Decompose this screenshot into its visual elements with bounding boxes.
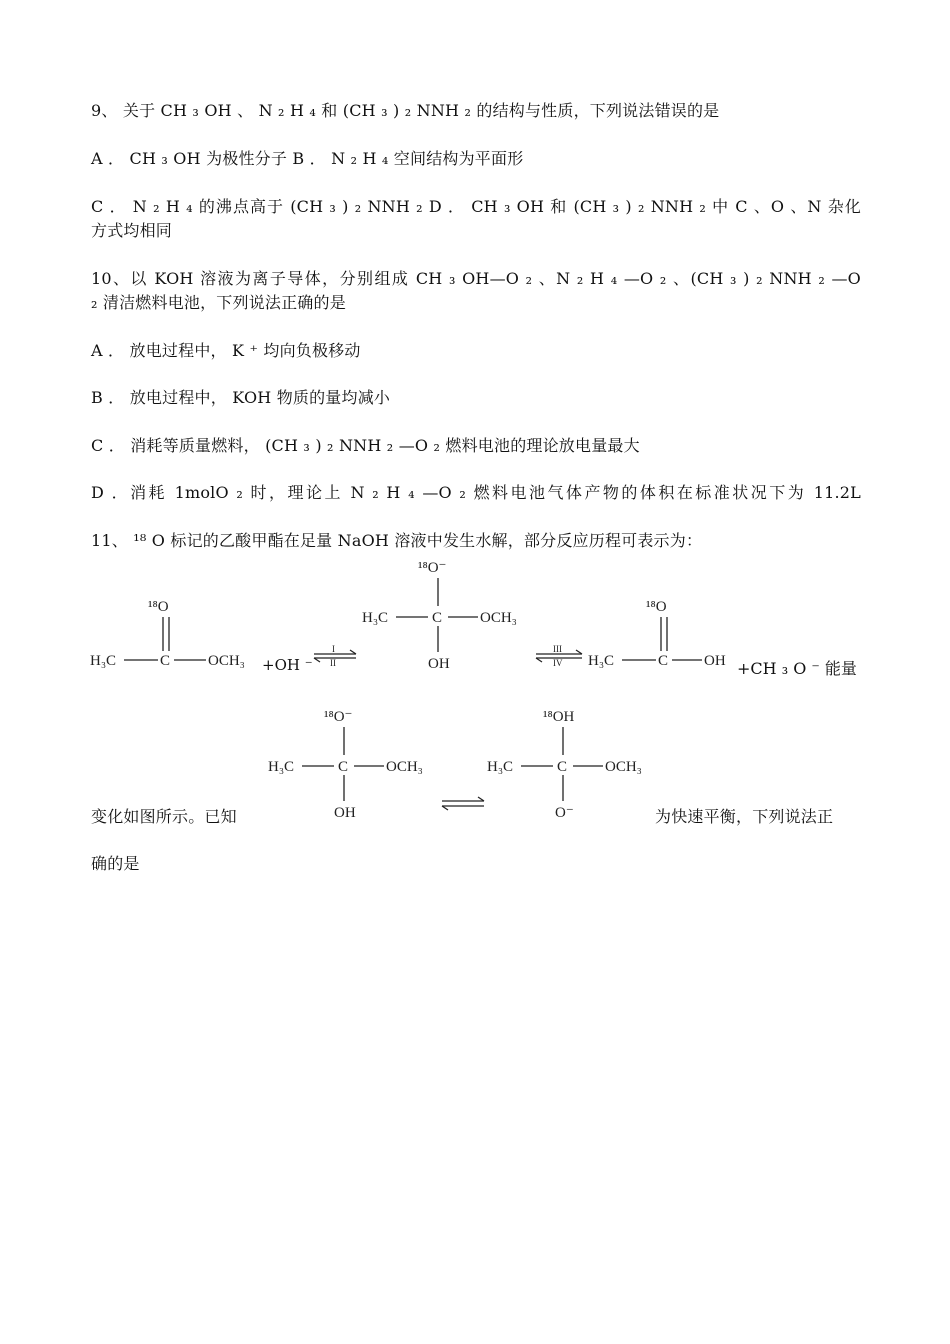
q11-line2-left: 变化如图所示。已知 xyxy=(91,807,237,826)
intermediate-a-structure xyxy=(268,705,438,825)
q11-stem: 11、 ¹⁸ O 标记的乙酸甲酯在足量 NaOH 溶液中发生水解，部分反应历程可表示为： xyxy=(91,531,703,550)
plus-methoxide: +CH ₃ O ⁻ 能量 xyxy=(737,659,857,678)
arrow-label-iii: III xyxy=(553,644,562,654)
plus-hydroxide: +OH ⁻ xyxy=(262,656,313,674)
h3c-label: H₃C xyxy=(588,653,615,669)
och3-label: OCH₃ xyxy=(480,610,517,626)
arrow-label-i: I xyxy=(332,644,335,654)
q11-line2-right: 为快速平衡，下列说法正 xyxy=(655,807,834,826)
arrow-label-iv: IV xyxy=(553,658,563,667)
h3c-label: H₃C xyxy=(90,653,117,669)
arrow-label-ii: II xyxy=(330,658,336,667)
equilibrium-arrow-2 xyxy=(532,643,587,667)
o18-label: ¹⁸O xyxy=(646,599,667,615)
q9-options-cd: C ． N ₂ H ₄ 的沸点高于 (CH ₃ ) ₂ NNH ₂ D ． CH ₃ OH 和 (CH ₃ ) ₂ NNH ₂ 中 C 、O 、N 杂化 xyxy=(91,197,861,216)
och3-label: OCH₃ xyxy=(386,759,423,775)
oh-label: OH xyxy=(334,805,356,821)
h3c-label: H₃C xyxy=(268,759,295,775)
o18-label: ¹⁸O xyxy=(148,599,169,615)
q9-options-cd-cont: 方式均相同 xyxy=(91,221,173,240)
oh-label: OH xyxy=(704,653,726,669)
o18-minus-label: ¹⁸O⁻ xyxy=(324,709,353,725)
q10-stem-cont: ₂ 清洁燃料电池，下列说法正确的是 xyxy=(91,293,346,312)
c-label: C xyxy=(658,653,669,669)
fast-equilibrium-arrow xyxy=(438,794,488,814)
o18-minus-label: ¹⁸O⁻ xyxy=(418,560,447,576)
tetrahedral-intermediate-structure xyxy=(362,556,532,676)
q9-options-ab: A ． CH ₃ OH 为极性分子 B ． N ₂ H ₄ 空间结构为平面形 xyxy=(91,149,524,168)
och3-label: OCH₃ xyxy=(208,653,245,669)
methyl-acetate-structure xyxy=(90,595,265,680)
q10-option-d: D ．消耗 1molO ₂ 时，理论上 N ₂ H ₄ —O ₂ 燃料电池气体产物的体积在标准状况下为 11.2L xyxy=(91,483,861,502)
oh-label: OH xyxy=(428,656,450,672)
q11-line3: 确的是 xyxy=(91,854,140,873)
c-label: C xyxy=(338,759,349,775)
acetic-acid-structure xyxy=(588,595,738,680)
q10-stem: 10、以 KOH 溶液为离子导体，分别组成 CH ₃ OH—O ₂ 、N ₂ H ₄ —O ₂ 、(CH ₃ ) ₂ NNH ₂ —O xyxy=(91,269,861,288)
q10-option-c: C ． 消耗等质量燃料， (CH ₃ ) ₂ NNH ₂ —O ₂ 燃料电池的理论放电量最大 xyxy=(91,436,640,455)
equilibrium-arrow-1 xyxy=(310,643,360,667)
c-label: C xyxy=(557,759,568,775)
q10-option-b: B ． 放电过程中， KOH 物质的量均减小 xyxy=(91,388,391,407)
h3c-label: H₃C xyxy=(362,610,389,626)
h3c-label: H₃C xyxy=(487,759,514,775)
c-label: C xyxy=(160,653,171,669)
oh18-label: ¹⁸OH xyxy=(543,709,575,725)
och3-label: OCH₃ xyxy=(605,759,642,775)
o-minus-label: O⁻ xyxy=(555,805,574,821)
intermediate-b-structure xyxy=(487,705,657,825)
c-label: C xyxy=(432,610,443,626)
q10-option-a: A ． 放电过程中， K ⁺ 均向负极移动 xyxy=(91,341,361,360)
q9-stem: 9、 关于 CH ₃ OH 、 N ₂ H ₄ 和 (CH ₃ ) ₂ NNH ₂ 的结构与性质，下列说法错误的是 xyxy=(91,101,720,120)
